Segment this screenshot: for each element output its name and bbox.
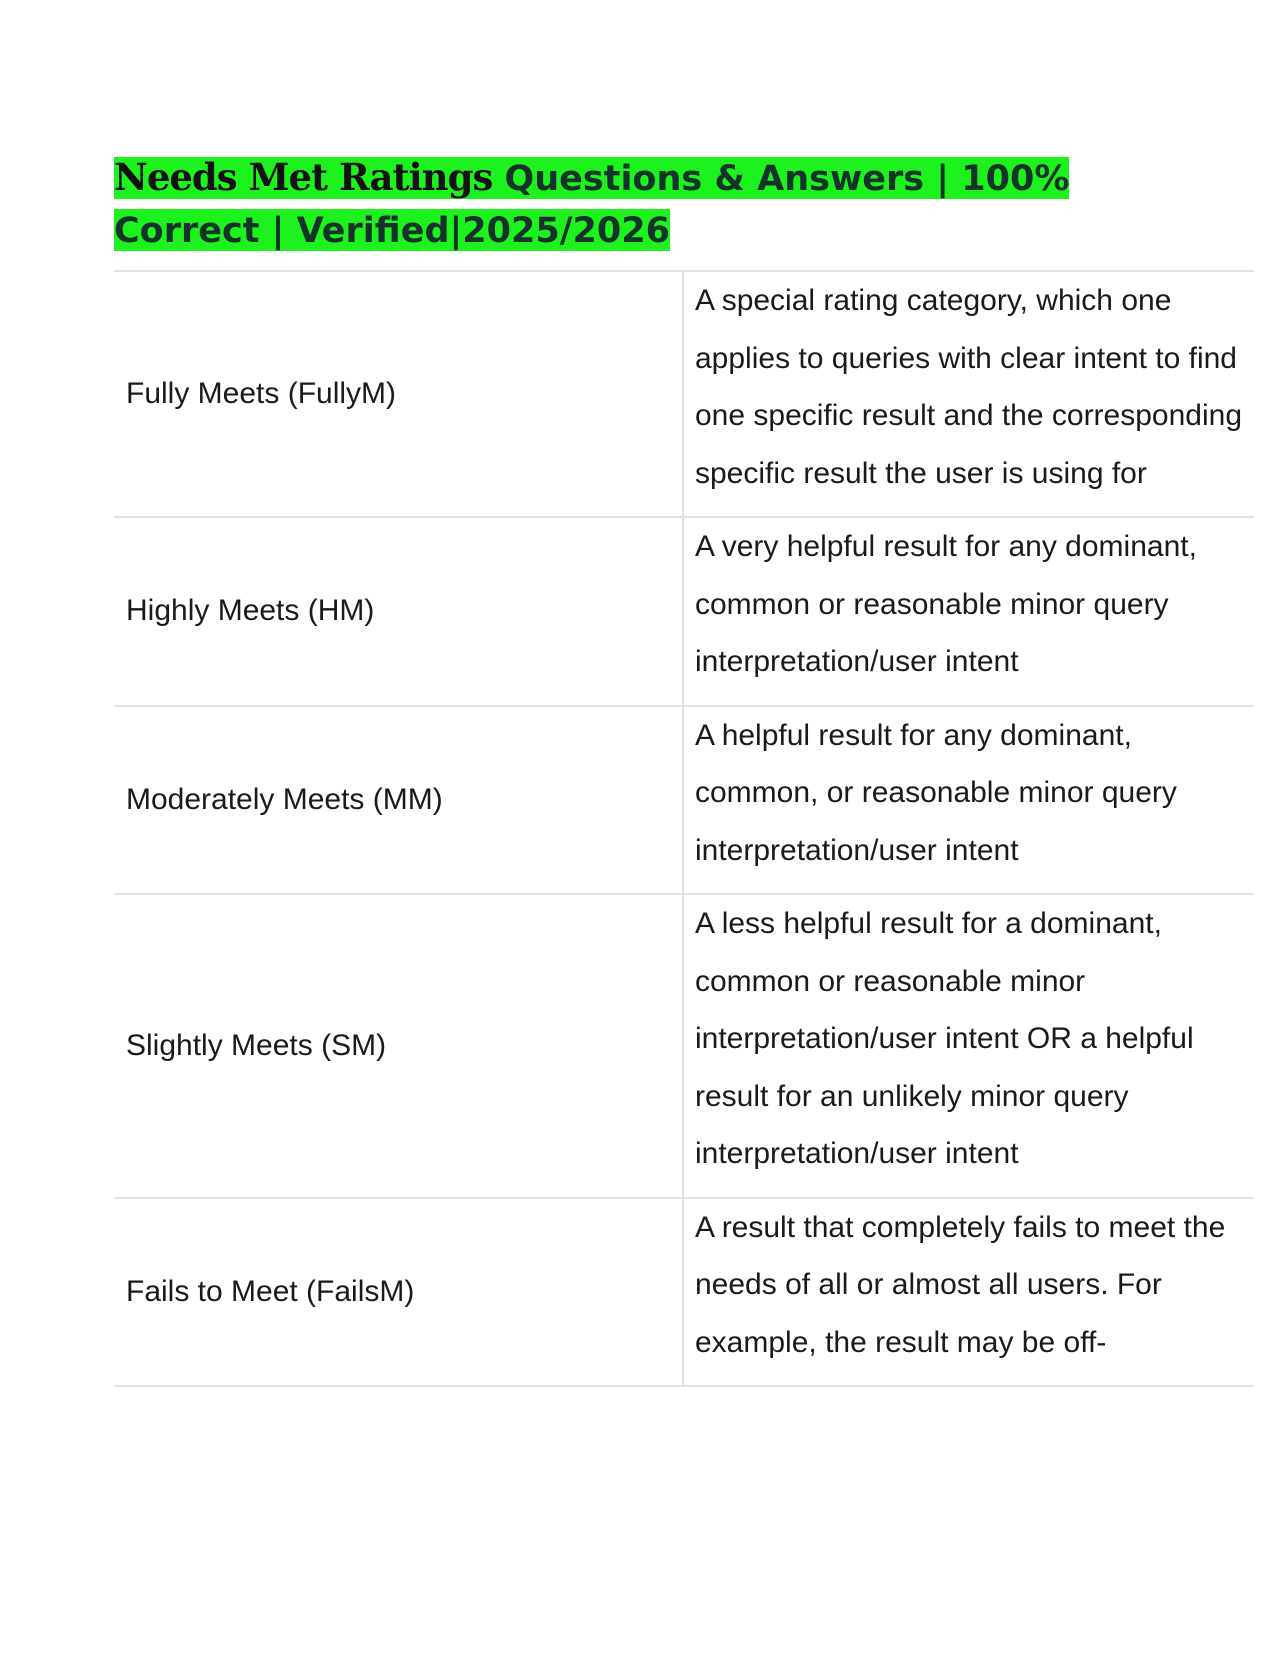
- title-highlight: [114, 157, 1069, 251]
- definition-cell: A very helpful result for any dominant, common or reasonable minor query interpretation/user intent: [695, 530, 1197, 678]
- qa-table: [114, 270, 1254, 1387]
- definition-cell: A less helpful result for a dominant, common or reasonable minor interpretation/user intent OR a helpful result for an unlikely minor query interpretation/user intent: [695, 907, 1194, 1170]
- table-row: [114, 893, 1254, 1197]
- term-cell: Highly Meets (HM): [114, 518, 684, 705]
- title-subtitle: Questions & Answers | 100% Correct | Verified|2025/2026: [114, 159, 1070, 251]
- table-row: [114, 516, 1254, 705]
- term-cell: Slightly Meets (SM): [114, 895, 684, 1197]
- table-row: [114, 705, 1254, 894]
- term-cell: Fully Meets (FullyM): [114, 272, 684, 516]
- definition-cell: A helpful result for any dominant, common, or reasonable minor query interpretation/user intent: [695, 718, 1177, 867]
- table-row: [114, 1197, 1254, 1388]
- term-cell: Fails to Meet (FailsM): [114, 1199, 684, 1386]
- term-cell: Moderately Meets (MM): [114, 707, 684, 894]
- table-row: [114, 270, 1254, 516]
- title-topic: Needs Met Ratings: [114, 155, 493, 199]
- definition-cell: A result that completely fails to meet the needs of all or almost all users. For example, the result may be off-: [695, 1210, 1226, 1359]
- definition-cell: A special rating category, which one applies to queries with clear intent to find one specific result and the corresponding specific result the user is using for: [695, 284, 1243, 490]
- document-title: [114, 152, 1134, 257]
